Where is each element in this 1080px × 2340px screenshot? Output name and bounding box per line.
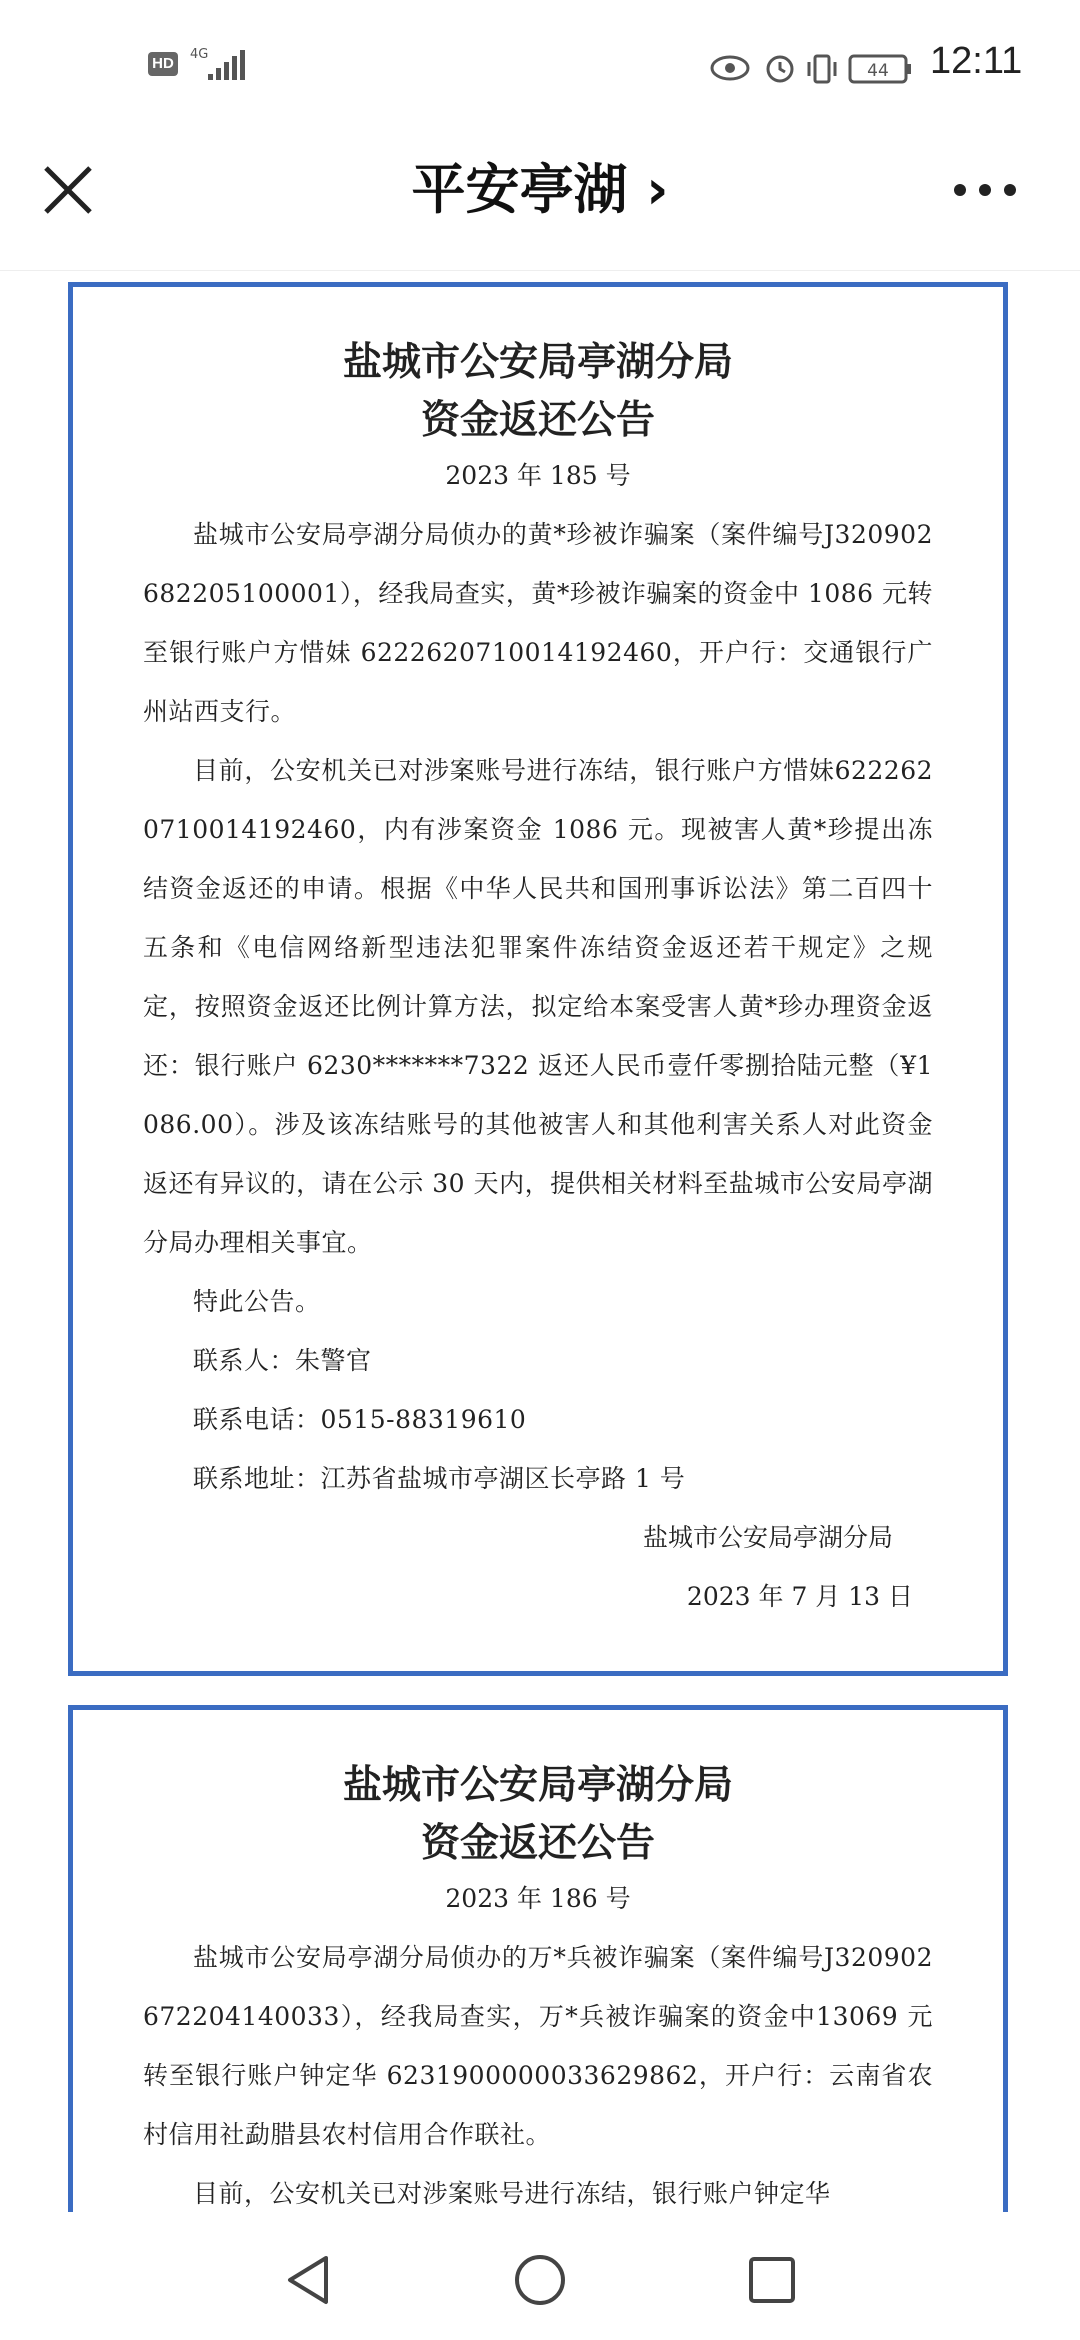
status-bar [0, 0, 1080, 130]
back-triangle-icon[interactable] [278, 2250, 338, 2310]
notice-number: 2023 年 185 号 [445, 461, 631, 490]
notice-date: 2023 年 7 月 13 日 [686, 1582, 913, 1611]
notice-paragraph: 特此公告。 [193, 1287, 321, 1316]
notice-subtitle: 资金返还公告 [420, 397, 655, 443]
home-circle-icon[interactable] [510, 2250, 570, 2310]
notice-subtitle: 资金返还公告 [420, 1820, 655, 1866]
article-content[interactable] [0, 272, 1080, 2212]
page-title[interactable]: 平安亭湖 › [411, 158, 669, 221]
top-nav-bar [0, 130, 1080, 271]
status-icons [705, 44, 925, 99]
contact-person: 联系人：朱警官 [193, 1346, 372, 1375]
vibrate-icon [809, 56, 835, 82]
hd-badge: HD [148, 52, 178, 76]
notice-paragraph: 目前，公安机关已对涉案账号进行冻结，银行账户方惜妹6222620710014192460，内有涉案资金 1086 元。现被害人黄*珍提出冻结资金返还的申请。根据《中华人民共和国刑事诉讼法》第二百四十五条和《电信网络新型违法犯罪案件冻结资金返还若干规定》之规定，按照资金返还比例计算方法，拟定给本案受害人黄*珍办理资金返还：银行账户 6230*******7322 返还人民币壹仟零捌拾陆元整（¥1086.00）。涉及该冻结账号的其他被害人和其他利害关系人对此资金返还有异议的，请在公示 30 天内，提供相关材料至盐城市公安局亭湖分局办理相关事宜。 [143, 756, 933, 1257]
notice-paragraph: 盐城市公安局亭湖分局侦办的黄*珍被诈骗案（案件编号J320902682205100001），经我局查实，黄*珍被诈骗案的资金中 1086 元转至银行账户方惜妹 6222620710014192460，开户行：交通银行广州站西支行。 [143, 520, 933, 726]
notice-card [68, 282, 1008, 1676]
alarm-icon [768, 57, 792, 81]
eye-icon [712, 57, 748, 79]
notice-number: 2023 年 186 号 [445, 1884, 631, 1913]
notice-paragraph: 目前，公安机关已对涉案账号进行冻结，银行账户钟定华 [193, 2179, 831, 2208]
recents-square-icon[interactable] [742, 2250, 802, 2310]
battery-level: 44 [867, 61, 889, 81]
system-nav-bar [0, 2212, 1080, 2340]
contact-address: 联系地址：江苏省盐城市亭湖区长亭路 1 号 [193, 1464, 686, 1493]
notice-card [68, 1705, 1008, 2212]
notice-signer: 盐城市公安局亭湖分局 [642, 1523, 893, 1552]
clock: 12:11 [930, 40, 1023, 82]
notice-title: 盐城市公安局亭湖分局 [342, 339, 733, 385]
contact-phone: 联系电话：0515-88319610 [193, 1405, 527, 1434]
network-label: 4G [190, 47, 209, 62]
notice-title: 盐城市公安局亭湖分局 [342, 1762, 733, 1808]
notice-paragraph: 盐城市公安局亭湖分局侦办的万*兵被诈骗案（案件编号J320902672204140033），经我局查实，万*兵被诈骗案的资金中13069 元转至银行账户钟定华 6231900000033629862，开户行：云南省农村信用社勐腊县农村信用合作联社。 [143, 1943, 933, 2149]
signal-icon [188, 44, 258, 89]
more-icon[interactable] [950, 170, 1020, 210]
battery-icon [850, 56, 911, 82]
